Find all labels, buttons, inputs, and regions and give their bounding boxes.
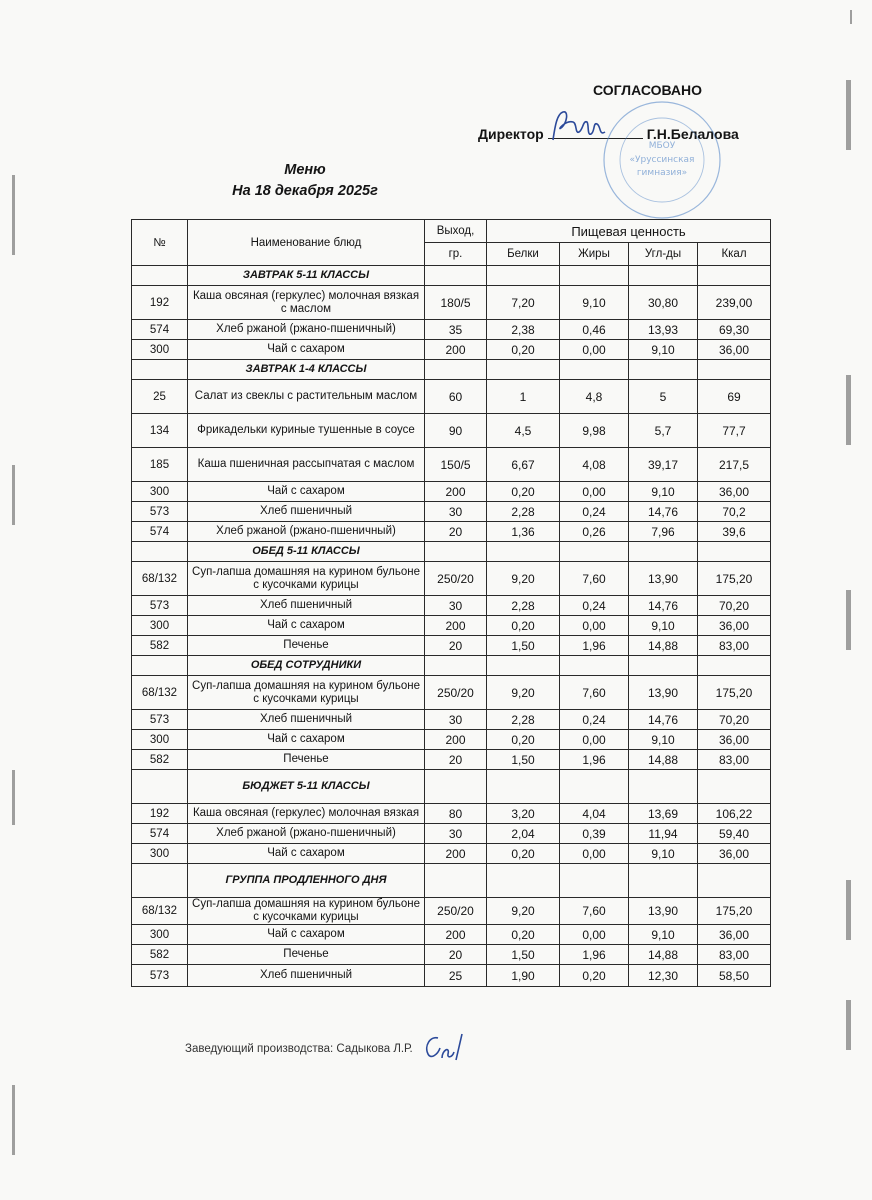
cell-carbs: 5	[629, 380, 698, 414]
table-row	[132, 824, 771, 844]
cell-kcal: 58,50	[698, 965, 771, 987]
cell-output: 250/20	[425, 898, 487, 925]
cell-name: Суп-лапша домашняя на курином бульоне с кусочками курицы	[188, 898, 425, 925]
cell-carbs	[629, 656, 698, 676]
cell-fat	[560, 266, 629, 286]
cell-carbs: 13,69	[629, 804, 698, 824]
cell-num	[132, 864, 188, 898]
cell-num: 300	[132, 616, 188, 636]
cell-fat: 0,00	[560, 925, 629, 945]
table-row	[132, 522, 771, 542]
cell-num	[132, 360, 188, 380]
cell-kcal: 83,00	[698, 945, 771, 965]
cell-protein: 0,20	[487, 730, 560, 750]
cell-kcal: 36,00	[698, 616, 771, 636]
cell-kcal: 39,6	[698, 522, 771, 542]
cell-num: 574	[132, 320, 188, 340]
cell-fat	[560, 542, 629, 562]
cell-protein	[487, 864, 560, 898]
cell-output	[425, 770, 487, 804]
cell-carbs: 7,96	[629, 522, 698, 542]
cell-kcal: 36,00	[698, 844, 771, 864]
cell-num	[132, 266, 188, 286]
cell-name: Фрикадельки куриные тушенные в соусе	[188, 414, 425, 448]
scan-mark	[846, 590, 851, 650]
cell-kcal: 69,30	[698, 320, 771, 340]
table-row	[132, 340, 771, 360]
cell-num: 25	[132, 380, 188, 414]
cell-carbs: 14,76	[629, 710, 698, 730]
cell-carbs	[629, 864, 698, 898]
scan-mark	[12, 770, 15, 825]
cell-carbs: 9,10	[629, 482, 698, 502]
cell-fat: 0,26	[560, 522, 629, 542]
cell-num: 582	[132, 636, 188, 656]
table-header-row	[132, 220, 771, 243]
cell-kcal: 175,20	[698, 562, 771, 596]
cell-output	[425, 360, 487, 380]
cell-kcal: 59,40	[698, 824, 771, 844]
section-row	[132, 542, 771, 562]
approval-name: Г.Н.Белалова	[646, 126, 739, 142]
cell-num: 582	[132, 945, 188, 965]
cell-output: 30	[425, 502, 487, 522]
cell-num: 573	[132, 502, 188, 522]
scan-mark	[846, 375, 851, 445]
cell-name: Печенье	[188, 636, 425, 656]
cell-protein: 1,36	[487, 522, 560, 542]
cell-protein	[487, 360, 560, 380]
cell-output: 80	[425, 804, 487, 824]
cell-output: 20	[425, 750, 487, 770]
cell-kcal: 217,5	[698, 448, 771, 482]
cell-protein: 1	[487, 380, 560, 414]
cell-protein: 2,28	[487, 596, 560, 616]
cell-name: Хлеб пшеничный	[188, 710, 425, 730]
cell-fat: 1,96	[560, 750, 629, 770]
cell-output: 90	[425, 414, 487, 448]
cell-fat	[560, 360, 629, 380]
cell-name: Хлеб пшеничный	[188, 965, 425, 987]
table-row	[132, 965, 771, 987]
header-nutrition: Пищевая ценность	[487, 220, 771, 243]
svg-text:гимназия»: гимназия»	[636, 168, 688, 178]
cell-name: Хлеб ржаной (ржано-пшеничный)	[188, 320, 425, 340]
cell-carbs: 30,80	[629, 286, 698, 320]
cell-output: 30	[425, 710, 487, 730]
table-row	[132, 562, 771, 596]
cell-kcal: 106,22	[698, 804, 771, 824]
cell-output	[425, 542, 487, 562]
header-protein: Белки	[487, 243, 560, 266]
approval-agreed: СОГЛАСОВАНО	[593, 82, 702, 98]
cell-carbs: 14,76	[629, 502, 698, 522]
cell-name: Печенье	[188, 945, 425, 965]
table-row	[132, 616, 771, 636]
cell-output: 35	[425, 320, 487, 340]
cell-kcal: 36,00	[698, 482, 771, 502]
cell-kcal: 69	[698, 380, 771, 414]
cell-protein: 2,38	[487, 320, 560, 340]
cell-carbs: 9,10	[629, 340, 698, 360]
cell-num: 573	[132, 965, 188, 987]
scan-mark	[846, 880, 851, 940]
menu-date: На 18 декабря 2025г	[232, 183, 378, 199]
cell-output: 200	[425, 730, 487, 750]
cell-protein: 6,67	[487, 448, 560, 482]
cell-carbs: 14,88	[629, 945, 698, 965]
table-row	[132, 804, 771, 824]
header-num: №	[132, 220, 188, 266]
cell-name: Хлеб ржаной (ржано-пшеничный)	[188, 824, 425, 844]
cell-num: 134	[132, 414, 188, 448]
section-title: БЮДЖЕТ 5-11 КЛАССЫ	[188, 770, 425, 804]
cell-fat: 4,04	[560, 804, 629, 824]
cell-carbs: 13,90	[629, 898, 698, 925]
cell-output: 200	[425, 340, 487, 360]
cell-fat: 0,00	[560, 844, 629, 864]
table-row	[132, 945, 771, 965]
cell-carbs	[629, 360, 698, 380]
school-stamp-image	[600, 98, 725, 223]
cell-name: Хлеб пшеничный	[188, 596, 425, 616]
cell-output: 20	[425, 522, 487, 542]
cell-kcal	[698, 542, 771, 562]
cell-kcal: 36,00	[698, 340, 771, 360]
cell-output: 250/20	[425, 562, 487, 596]
header-carbs: Угл-ды	[629, 243, 698, 266]
cell-kcal: 70,2	[698, 502, 771, 522]
cell-output: 200	[425, 925, 487, 945]
cell-fat: 0,24	[560, 502, 629, 522]
cell-output	[425, 656, 487, 676]
cell-protein: 3,20	[487, 804, 560, 824]
cell-fat: 0,39	[560, 824, 629, 844]
cell-name: Суп-лапша домашняя на курином бульоне с кусочками курицы	[188, 562, 425, 596]
cell-protein: 0,20	[487, 340, 560, 360]
table-row	[132, 414, 771, 448]
cell-fat: 7,60	[560, 676, 629, 710]
cell-carbs: 14,88	[629, 636, 698, 656]
cell-name: Чай с сахаром	[188, 730, 425, 750]
cell-name: Чай с сахаром	[188, 844, 425, 864]
cell-num: 300	[132, 482, 188, 502]
table-row	[132, 925, 771, 945]
cell-num: 300	[132, 730, 188, 750]
cell-output: 20	[425, 636, 487, 656]
cell-kcal: 36,00	[698, 730, 771, 750]
section-title: ГРУППА ПРОДЛЕННОГО ДНЯ	[188, 864, 425, 898]
cell-output: 25	[425, 965, 487, 987]
scan-mark	[846, 1000, 851, 1050]
section-row	[132, 770, 771, 804]
cell-protein: 0,20	[487, 482, 560, 502]
table-row	[132, 320, 771, 340]
cell-carbs: 39,17	[629, 448, 698, 482]
cell-num: 68/132	[132, 562, 188, 596]
cell-name: Чай с сахаром	[188, 340, 425, 360]
cell-protein	[487, 656, 560, 676]
cell-protein	[487, 266, 560, 286]
cell-num: 192	[132, 804, 188, 824]
cell-protein: 9,20	[487, 562, 560, 596]
table-row	[132, 710, 771, 730]
cell-output: 150/5	[425, 448, 487, 482]
cell-num: 582	[132, 750, 188, 770]
cell-protein	[487, 542, 560, 562]
cell-fat: 0,00	[560, 482, 629, 502]
cell-carbs: 13,90	[629, 676, 698, 710]
cell-num: 573	[132, 596, 188, 616]
cell-num: 574	[132, 522, 188, 542]
table-row	[132, 502, 771, 522]
cell-fat: 0,00	[560, 616, 629, 636]
cell-protein: 0,20	[487, 925, 560, 945]
scan-mark	[850, 10, 852, 24]
cell-fat: 0,46	[560, 320, 629, 340]
cell-num: 300	[132, 844, 188, 864]
table-row	[132, 750, 771, 770]
cell-carbs: 12,30	[629, 965, 698, 987]
cell-carbs: 13,90	[629, 562, 698, 596]
cell-num	[132, 770, 188, 804]
cell-carbs: 14,76	[629, 596, 698, 616]
table-row	[132, 380, 771, 414]
cell-carbs	[629, 542, 698, 562]
cell-fat: 1,96	[560, 636, 629, 656]
cell-name: Хлеб пшеничный	[188, 502, 425, 522]
cell-fat	[560, 864, 629, 898]
cell-fat: 7,60	[560, 898, 629, 925]
table-row	[132, 636, 771, 656]
section-row	[132, 656, 771, 676]
cell-output: 180/5	[425, 286, 487, 320]
cell-protein: 9,20	[487, 676, 560, 710]
cell-fat: 0,00	[560, 730, 629, 750]
header-output-unit: гр.	[425, 243, 487, 266]
cell-num: 185	[132, 448, 188, 482]
cell-protein: 0,20	[487, 844, 560, 864]
cell-carbs: 9,10	[629, 844, 698, 864]
cell-kcal	[698, 266, 771, 286]
cell-fat: 0,24	[560, 596, 629, 616]
cell-fat: 0,20	[560, 965, 629, 987]
cell-name: Каша овсяная (геркулес) молочная вязкая с маслом	[188, 286, 425, 320]
cell-kcal: 36,00	[698, 925, 771, 945]
cell-carbs: 9,10	[629, 730, 698, 750]
cell-protein: 2,28	[487, 502, 560, 522]
table-row	[132, 730, 771, 750]
cell-kcal	[698, 864, 771, 898]
cell-carbs: 11,94	[629, 824, 698, 844]
table-row	[132, 898, 771, 925]
cell-num: 574	[132, 824, 188, 844]
scan-mark	[12, 1085, 15, 1155]
table-row	[132, 448, 771, 482]
cell-kcal: 175,20	[698, 676, 771, 710]
cell-fat	[560, 656, 629, 676]
cell-num: 192	[132, 286, 188, 320]
section-title: ОБЕД 5-11 КЛАССЫ	[188, 542, 425, 562]
section-title: ЗАВТРАК 1-4 КЛАССЫ	[188, 360, 425, 380]
cell-kcal: 83,00	[698, 750, 771, 770]
cell-kcal: 70,20	[698, 596, 771, 616]
scan-mark	[12, 465, 15, 525]
cell-output	[425, 266, 487, 286]
cell-kcal	[698, 360, 771, 380]
cell-num: 68/132	[132, 676, 188, 710]
cell-protein: 1,50	[487, 945, 560, 965]
cell-name: Чай с сахаром	[188, 925, 425, 945]
cell-name: Каша пшеничная рассыпчатая с маслом	[188, 448, 425, 482]
cell-kcal: 70,20	[698, 710, 771, 730]
cell-output: 250/20	[425, 676, 487, 710]
cell-name: Печенье	[188, 750, 425, 770]
cell-fat: 1,96	[560, 945, 629, 965]
cell-num: 68/132	[132, 898, 188, 925]
table-row	[132, 844, 771, 864]
cell-num: 300	[132, 925, 188, 945]
scan-mark	[846, 80, 851, 150]
section-title: ЗАВТРАК 5-11 КЛАССЫ	[188, 266, 425, 286]
cell-num: 573	[132, 710, 188, 730]
cell-name: Хлеб ржаной (ржано-пшеничный)	[188, 522, 425, 542]
cell-num	[132, 542, 188, 562]
cell-fat: 0,24	[560, 710, 629, 730]
cell-carbs: 5,7	[629, 414, 698, 448]
cell-carbs: 13,93	[629, 320, 698, 340]
cell-fat: 0,00	[560, 340, 629, 360]
cell-kcal: 175,20	[698, 898, 771, 925]
header-name: Наименование блюд	[188, 220, 425, 266]
cell-protein: 1,50	[487, 636, 560, 656]
cell-protein: 0,20	[487, 616, 560, 636]
section-row	[132, 360, 771, 380]
cell-output: 200	[425, 482, 487, 502]
cell-output: 200	[425, 616, 487, 636]
table-row	[132, 596, 771, 616]
cell-output: 200	[425, 844, 487, 864]
svg-text:«Уруссинская: «Уруссинская	[629, 155, 695, 165]
cell-output: 30	[425, 824, 487, 844]
cell-protein: 1,90	[487, 965, 560, 987]
cell-protein: 4,5	[487, 414, 560, 448]
cell-output: 60	[425, 380, 487, 414]
cell-protein: 1,50	[487, 750, 560, 770]
cell-fat	[560, 770, 629, 804]
cell-protein	[487, 770, 560, 804]
cell-protein: 9,20	[487, 898, 560, 925]
cell-carbs	[629, 770, 698, 804]
cell-num	[132, 656, 188, 676]
cell-kcal: 77,7	[698, 414, 771, 448]
cell-kcal: 83,00	[698, 636, 771, 656]
menu-title-line1: Меню	[284, 162, 326, 178]
cell-output	[425, 864, 487, 898]
scan-mark	[12, 175, 15, 255]
cell-fat: 9,98	[560, 414, 629, 448]
cell-name: Чай с сахаром	[188, 616, 425, 636]
menu-table	[131, 219, 771, 987]
table-row	[132, 482, 771, 502]
cell-name: Салат из свеклы с растительным маслом	[188, 380, 425, 414]
cell-fat: 4,08	[560, 448, 629, 482]
cell-output: 30	[425, 596, 487, 616]
cell-fat: 4,8	[560, 380, 629, 414]
section-row	[132, 266, 771, 286]
approval-position: Директор	[478, 126, 544, 142]
menu-table-body	[132, 266, 771, 987]
section-title: ОБЕД СОТРУДНИКИ	[188, 656, 425, 676]
cell-name: Чай с сахаром	[188, 482, 425, 502]
cell-carbs: 9,10	[629, 925, 698, 945]
header-output: Выход,	[425, 220, 487, 243]
cell-protein: 2,04	[487, 824, 560, 844]
cell-kcal: 239,00	[698, 286, 771, 320]
cell-output: 20	[425, 945, 487, 965]
svg-text:МБОУ: МБОУ	[648, 141, 676, 151]
cell-name: Каша овсяная (геркулес) молочная вязкая	[188, 804, 425, 824]
footer-signatory: Заведующий производства: Садыкова Л.Р.	[185, 1043, 413, 1055]
cell-num: 300	[132, 340, 188, 360]
cell-protein: 2,28	[487, 710, 560, 730]
cell-kcal	[698, 656, 771, 676]
cell-name: Суп-лапша домашняя на курином бульоне с кусочками курицы	[188, 676, 425, 710]
cell-carbs: 9,10	[629, 616, 698, 636]
cell-fat: 7,60	[560, 562, 629, 596]
table-row	[132, 676, 771, 710]
cell-protein: 7,20	[487, 286, 560, 320]
menu-title	[200, 160, 410, 202]
section-row	[132, 864, 771, 898]
header-fat: Жиры	[560, 243, 629, 266]
cell-carbs	[629, 266, 698, 286]
header-kcal: Ккал	[698, 243, 771, 266]
cell-kcal	[698, 770, 771, 804]
manager-signature-image	[420, 1030, 470, 1066]
table-row	[132, 286, 771, 320]
cell-fat: 9,10	[560, 286, 629, 320]
cell-carbs: 14,88	[629, 750, 698, 770]
